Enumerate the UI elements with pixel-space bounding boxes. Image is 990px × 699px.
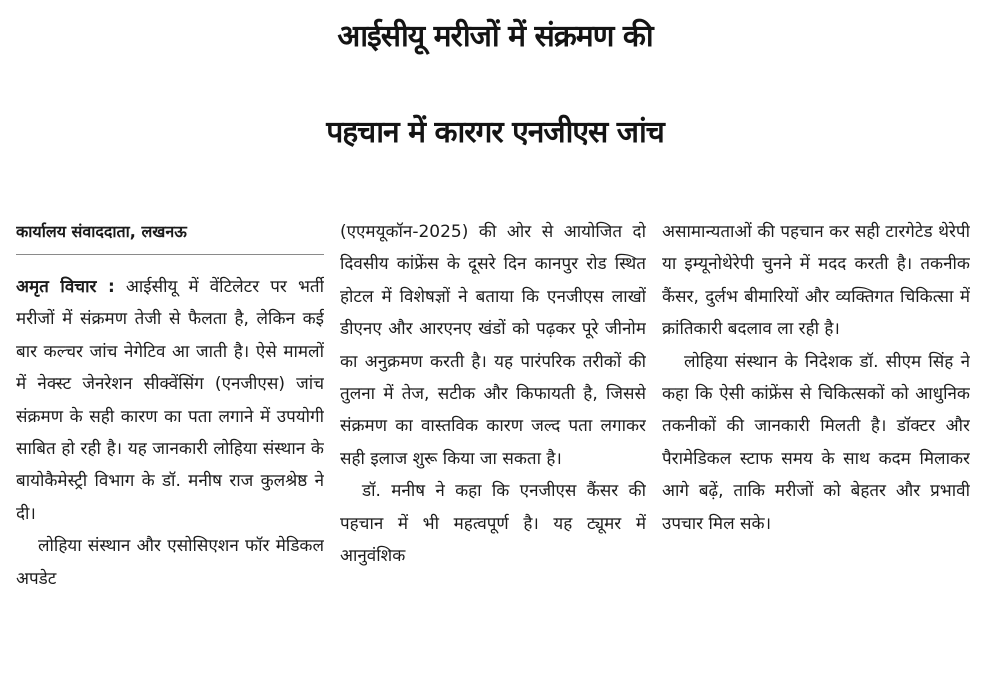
article-column-3 [662,216,970,699]
paragraph-column-1-second: लोहिया संस्थान और एसोसिएशन फॉर मेडिकल अपडेट [16,536,324,589]
paragraph-column-3-second: लोहिया संस्थान के निदेशक डॉ. सीएम सिंह ने कहा कि ऐसी कांफ्रेंस से चिकित्सकों को आधुनिक तकनीकों की जानकारी मिलती है। डॉक्टर और पैरामेडिकल स्टाफ समय के साथ कदम मिलाकर आगे बढ़ें, ताकि मरीजों को बेहतर और प्रभावी उपचार मिल सके। [662,351,970,534]
paragraph-intro [16,271,324,530]
dateline: अमृत विचार : [16,277,115,297]
paragraph-column-2-second: डॉ. मनीष ने कहा कि एनजीएस कैंसर की पहचान में भी महत्वपूर्ण है। यह ट्यूमर में आनुवंशिक [340,481,646,567]
article-columns [0,216,990,699]
byline: कार्यालय संवाददाता, लखनऊ [16,216,324,255]
headline-line-2: पहचान में कारगर एनजीएस जांच [326,115,664,150]
paragraph-column-3-first: असामान्यताओं की पहचान कर सही टारगेटेड थेरेपी या इम्यूनोथेरेपी चुनने में मदद करती है। तकनीक कैंसर, दुर्लभ बीमारियों और व्यक्तिगत चिकित्सा में क्रांतिकारी बदलाव ला रही है। [662,222,970,340]
paragraph-intro-text: आईसीयू में वेंटिलेटर पर भर्ती मरीजों में संक्रमण तेजी से फैलता है, लेकिन कई बार कल्चर जांच नेगेटिव आ जाती है। ऐसे मामलों में नेक्स्ट जेनरेशन सीक्वेंसिंग (एनजीएस) जांच संक्रमण के सही कारण का पता लगाने में उपयोगी साबित हो रही है। यह जानकारी लोहिया संस्थान के बायोकैमेस्ट्री विभाग के डॉ. मनीष राज कुलश्रेष्ठ ने दी। [16,277,324,524]
headline-line-1: आईसीयू मरीजों में संक्रमण की [337,19,653,54]
article-column-2 [340,216,646,699]
paragraph-column-2-first: (एएमयूकॉन-2025) की ओर से आयोजित दो दिवसीय कांफ्रेंस के दूसरे दिन कानपुर रोड स्थित होटल में विशेषज्ञों ने बताया कि एनजीएस लाखों डीएनए और आरएनए खंडों को पढ़कर पूरे जीनोम का अनुक्रमण करती है। यह पारंपरिक तरीकों की तुलना में तेज, सटीक और किफायती है, जिससे संक्रमण का वास्तविक कारण जल्द पता लगाकर सही इलाज शुरू किया जा सकता है। [340,222,646,469]
article-column-1 [16,216,324,699]
